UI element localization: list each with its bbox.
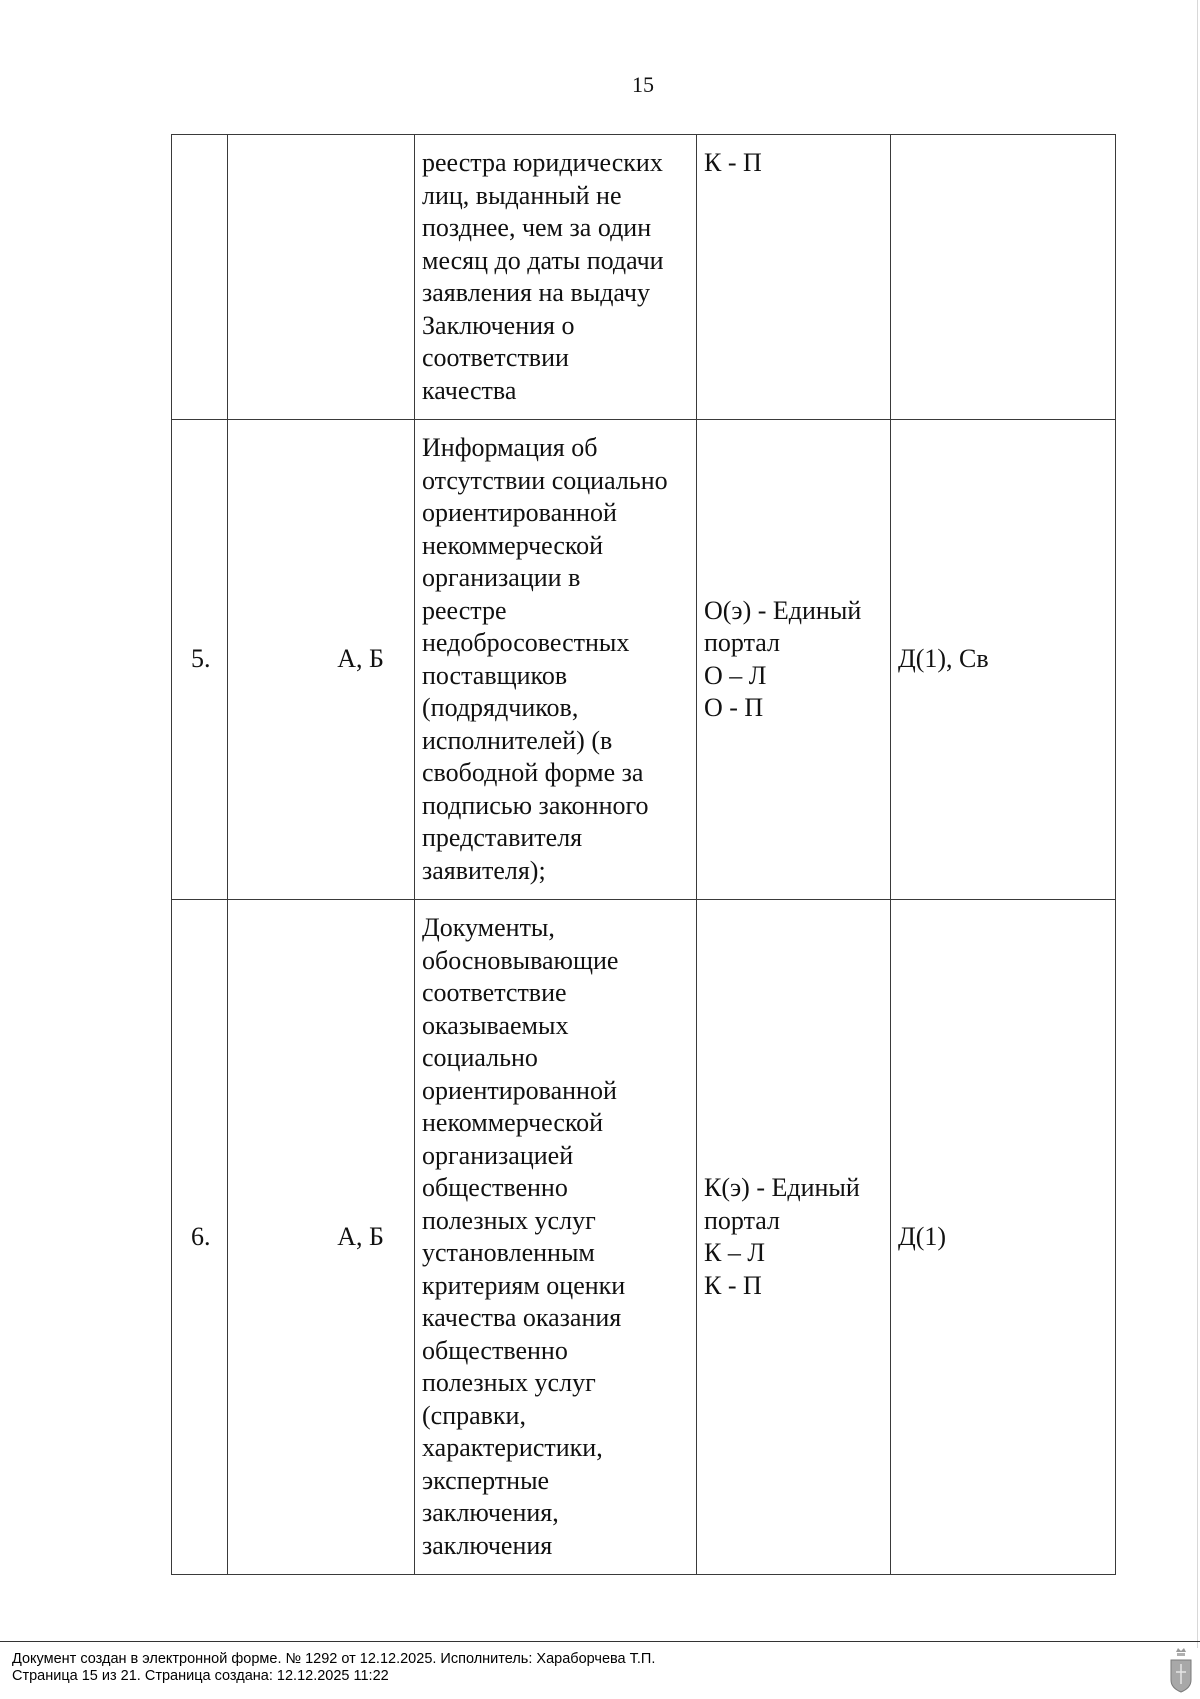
- document-line: организации в: [422, 563, 581, 592]
- form-cell: [697, 135, 891, 420]
- document-line: (справки,: [422, 1400, 526, 1430]
- footer-line-document-info: Документ создан в электронной форме. № 1292 от 12.12.2025. Исполнитель: Хараборчева Т.П.: [12, 1651, 656, 1667]
- documents-table: [171, 134, 1116, 1575]
- document-line: организацией: [422, 1140, 574, 1170]
- form-line: К - П: [704, 148, 762, 177]
- document-cell: [415, 420, 697, 900]
- document-line: полезных услуг: [422, 1368, 596, 1397]
- document-line: соответствие: [422, 978, 567, 1007]
- document-line: обосновывающие: [422, 945, 619, 975]
- footer-line-page-info: Страница 15 из 21. Страница создана: 12.12.2025 11:22: [12, 1668, 389, 1684]
- applicant-cell: А, Б: [228, 420, 415, 900]
- document-line: критериям оценки: [422, 1270, 626, 1300]
- document-line: некоммерческой: [422, 1108, 604, 1137]
- form-line: О – Л: [704, 660, 767, 690]
- document-line: свободной форме за: [422, 758, 644, 787]
- form-line: О(э) - Единый: [704, 595, 862, 625]
- table-row: [172, 135, 1116, 420]
- document-line: отсутствии социально: [422, 465, 668, 495]
- document-line: недобросовестных: [422, 628, 630, 657]
- document-cell: [415, 135, 697, 420]
- document-line: социально: [422, 1043, 538, 1072]
- document-line: исполнителей) (в: [422, 725, 613, 755]
- applicant-cell: А, Б: [228, 900, 415, 1575]
- row-number-cell: 5.: [172, 420, 228, 900]
- document-line: заявителя);: [422, 855, 546, 885]
- document-line: качества: [422, 375, 517, 405]
- form-line: К(э) - Единый: [704, 1173, 860, 1202]
- form-cell: [697, 420, 891, 900]
- document-line: месяц до даты подачи: [422, 245, 664, 275]
- table-row: [172, 420, 1116, 900]
- form-cell: [697, 900, 891, 1575]
- document-line: Информация об: [422, 433, 598, 462]
- document-line: общественно: [422, 1173, 568, 1202]
- document-line: поставщиков: [422, 660, 568, 690]
- document-line: подписью законного: [422, 790, 649, 820]
- document-line: соответствии: [422, 343, 569, 372]
- coat-of-arms-icon: [1168, 1646, 1194, 1694]
- document-line: Заключения о: [422, 310, 575, 340]
- form-line: портал: [704, 1205, 780, 1235]
- document-cell: [415, 900, 697, 1575]
- document-line: (подрядчиков,: [422, 693, 579, 722]
- form-line: портал: [704, 628, 780, 657]
- document-line: Документы,: [422, 913, 555, 942]
- page-edge-divider: [1197, 0, 1198, 1648]
- document-line: позднее, чем за один: [422, 213, 652, 242]
- document-line: реестре: [422, 595, 507, 625]
- page-number: 15: [632, 72, 654, 97]
- document-line: реестра юридических: [422, 148, 663, 177]
- note-cell: Д(1), Св: [891, 420, 1116, 900]
- document-line: общественно: [422, 1335, 568, 1365]
- document-footer: [0, 1641, 1200, 1699]
- document-line: ориентированной: [422, 498, 617, 527]
- footer-text: [12, 1651, 655, 1685]
- row-number-cell: [172, 135, 228, 420]
- row-number-cell: 6.: [172, 900, 228, 1575]
- form-line: К - П: [704, 1270, 762, 1300]
- document-line: полезных услуг: [422, 1205, 596, 1235]
- document-line: качества оказания: [422, 1303, 622, 1332]
- document-line: установленным: [422, 1238, 595, 1267]
- document-line: оказываемых: [422, 1010, 569, 1040]
- form-line: О - П: [704, 693, 764, 722]
- document-line: заявления на выдачу: [422, 278, 651, 307]
- document-line: представителя: [422, 823, 583, 852]
- note-cell: Д(1): [891, 900, 1116, 1575]
- document-line: лиц, выданный не: [422, 180, 622, 210]
- document-line: некоммерческой: [422, 530, 604, 560]
- form-line: К – Л: [704, 1238, 765, 1267]
- table-row: [172, 900, 1116, 1575]
- document-line: ориентированной: [422, 1075, 617, 1105]
- note-cell: [891, 135, 1116, 420]
- document-line: экспертные: [422, 1465, 550, 1495]
- document-line: заключения: [422, 1530, 553, 1560]
- applicant-cell: [228, 135, 415, 420]
- document-line: заключения,: [422, 1498, 559, 1527]
- document-line: характеристики,: [422, 1433, 603, 1462]
